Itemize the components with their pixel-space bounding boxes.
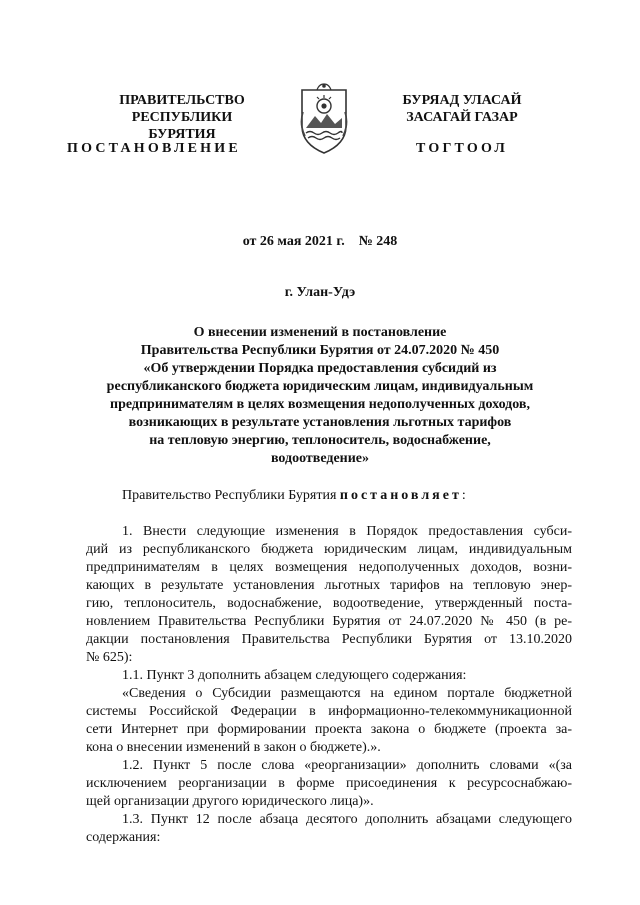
body-line: исключением реорганизации в форме присоединения к ресурсоснабжаю- bbox=[86, 776, 572, 791]
issuer-buryat-line-1: БУРЯАД УЛАСАЙ bbox=[402, 93, 522, 108]
body-line: 1.2. Пункт 5 после слова «реорганизации» дополнить словами «(за bbox=[122, 758, 572, 773]
issuer-line-2: РЕСПУБЛИКИ БУРЯТИЯ bbox=[131, 110, 233, 142]
document-number: № 248 bbox=[358, 234, 398, 249]
subject-line: «Об утверждении Порядка предоставления субсидий из bbox=[143, 361, 497, 376]
document-subject bbox=[80, 324, 560, 468]
body-line: 1. Внести следующие изменения в Порядок предоставления субси- bbox=[122, 524, 572, 539]
preamble-text: Правительство Республики Бурятия bbox=[122, 488, 340, 503]
doc-type-buryat: ТОГТООЛ bbox=[416, 141, 509, 156]
coat-of-arms-icon bbox=[297, 82, 351, 156]
document-city: г. Улан-Удэ bbox=[284, 285, 356, 300]
body-line: содержания: bbox=[86, 830, 161, 845]
issuer-buryat-line-2: ЗАСАГАЙ ГАЗАР bbox=[406, 110, 518, 125]
body-line: 1.1. Пункт 3 дополнить абзацем следующего содержания: bbox=[122, 668, 467, 683]
subject-line: возникающих в результате установления льготных тарифов bbox=[128, 415, 512, 430]
body-line: 1.3. Пункт 12 после абзаца десятого дополнить абзацами следующего bbox=[122, 812, 572, 827]
issuer-line-1: ПРАВИТЕЛЬСТВО bbox=[119, 93, 245, 108]
document-date: от 26 мая 2021 г. bbox=[242, 234, 345, 249]
body-line: сети Интернет при формировании проекта закона о бюджете (проекта за- bbox=[86, 722, 572, 737]
body-line: дий из республиканского бюджета юридическим лицам, индивидуальным bbox=[86, 542, 572, 557]
document-date-line bbox=[0, 234, 640, 250]
body-line: дакции постановления Правительства Республики Бурятия от 13.10.2020 bbox=[86, 632, 572, 647]
body-line: кающих в результате установления льготных тарифов на тепловую энер- bbox=[86, 578, 572, 593]
subject-line: на тепловую энергию, теплоноситель, водоснабжение, bbox=[149, 433, 491, 448]
issuer-name-buryat bbox=[388, 92, 536, 126]
subject-line: Правительства Республики Бурятия от 24.07.2020 № 450 bbox=[140, 343, 500, 358]
body-line: предпринимателям в целях возмещения недополученных доходов, возни- bbox=[86, 560, 572, 575]
subject-line: предпринимателям в целях возмещения недополученных доходов, bbox=[110, 397, 530, 412]
subject-line: водоотведение» bbox=[270, 451, 370, 466]
body-line: щей организации другого юридического лица)». bbox=[86, 794, 374, 809]
body-line: новлением Правительства Республики Бурятия от 24.07.2020 № 450 (в ре- bbox=[86, 614, 572, 629]
body-line: системы Российской Федерации в информационно-телекоммуникационной bbox=[86, 704, 572, 719]
body-line: «Сведения о Субсидии размещаются на едином портале бюджетной bbox=[122, 686, 572, 701]
doc-type-russian: ПОСТАНОВЛЕНИЕ bbox=[67, 141, 241, 156]
preamble-end: : bbox=[461, 488, 466, 503]
body-section bbox=[86, 523, 572, 847]
subject-line: республиканского бюджета юридическим лицам, индивидуальным bbox=[106, 379, 534, 394]
body-line: кона о внесении изменений в закон о бюджете).». bbox=[86, 740, 381, 755]
body-line: гию, теплоноситель, водоснабжение, водоотведение, утвержденный поста- bbox=[86, 596, 572, 611]
preamble bbox=[122, 488, 466, 504]
preamble-verb: постановляет bbox=[339, 488, 462, 503]
subject-line: О внесении изменений в постановление bbox=[193, 325, 447, 340]
issuer-name-russian bbox=[102, 92, 262, 143]
body-line: № 625): bbox=[86, 650, 133, 665]
